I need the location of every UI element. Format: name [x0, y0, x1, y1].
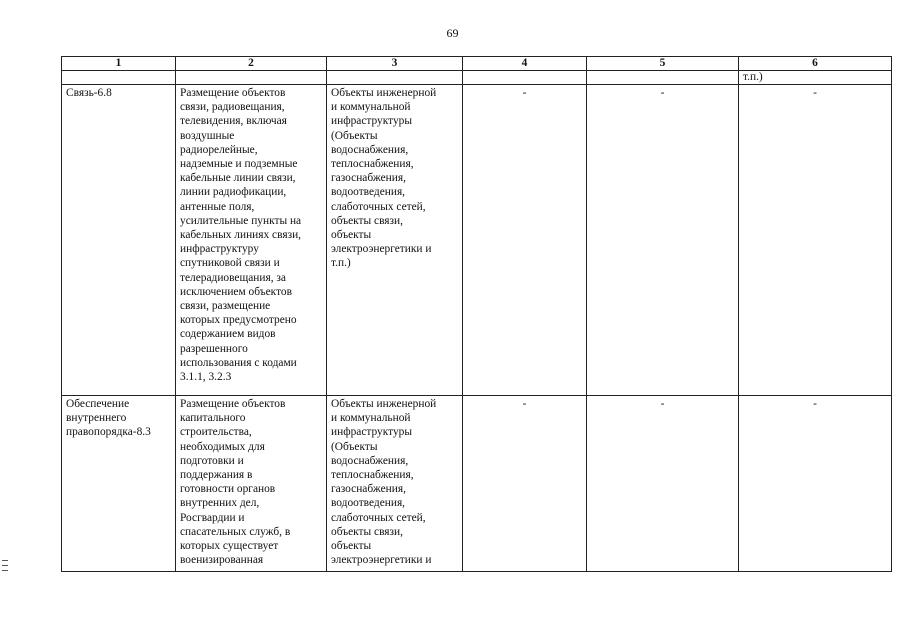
continuation-cell-5 — [587, 71, 739, 85]
header-cell-6: 6 — [739, 57, 892, 71]
header-cell-1: 1 — [62, 57, 176, 71]
dash-mark: - — [813, 398, 817, 410]
continuation-cell-2 — [176, 71, 327, 85]
auxiliary-use-cell — [327, 396, 463, 572]
margin-tick — [2, 570, 8, 571]
param-cell-6 — [739, 85, 892, 396]
header-cell-5: 5 — [587, 57, 739, 71]
regulations-table — [61, 56, 892, 572]
description-text: Размещение объектов связи, радиовещания, телевидения, включая воздушные радиорелейные, надземные и подземные кабельные линии связи, линии радиофикации, антенные поля, усилительные пункты на кабельных линиях связи, инфраструктуру спутниковой связи и телерадиовещания, за исключением объектов связи, размещение которых предусмотрено содержанием видов разрешенного использования с кодами 3.1.1, 3.2.3 — [180, 87, 302, 384]
description-text: Размещение объектов капитального строительства, необходимых для подготовки и поддержания в готовности органов внутренних дел, Росгвардии и спасательных служб, в которых существует военизированная — [180, 398, 291, 567]
description-cell — [176, 85, 327, 396]
dash-mark: - — [813, 87, 817, 99]
use-type-cell — [62, 396, 176, 572]
header-cell-4: 4 — [463, 57, 587, 71]
use-type-cell — [62, 85, 176, 396]
header-cell-3: 3 — [327, 57, 463, 71]
dash-mark: - — [660, 87, 665, 99]
table-row — [62, 396, 892, 572]
page-number: 69 — [446, 26, 459, 40]
dash-mark: - — [522, 87, 527, 99]
use-type-text: Связь-6.8 — [66, 87, 112, 99]
dash-mark: - — [660, 398, 665, 410]
auxiliary-use-text: Объекты инженерной и коммунальной инфраструктуры (Объекты водоснабжения, теплоснабжения, газоснабжения, водоотведения, слаботочных сетей, объекты связи, объекты электроэнергетики и — [331, 398, 437, 567]
header-cell-2: 2 — [176, 57, 327, 71]
dash-mark: - — [522, 398, 527, 410]
param-cell-5 — [587, 85, 739, 396]
description-cell — [176, 396, 327, 572]
continuation-cell-3 — [327, 71, 463, 85]
auxiliary-use-text: Объекты инженерной и коммунальной инфраструктуры (Объекты водоснабжения, теплоснабжения, газоснабжения, водоотведения, слаботочных сетей, объекты связи, объекты электроэнергетики и т.п.) — [331, 87, 437, 270]
scan-margin-marks — [2, 560, 8, 582]
param-cell-6 — [739, 396, 892, 572]
continuation-row — [62, 71, 892, 85]
param-cell-5 — [587, 396, 739, 572]
continuation-cell-4 — [463, 71, 587, 85]
margin-tick — [2, 565, 8, 566]
margin-tick — [2, 560, 8, 561]
param-cell-4 — [463, 396, 587, 572]
table-row — [62, 85, 892, 396]
auxiliary-use-cell — [327, 85, 463, 396]
use-type-text: Обеспечение внутреннего правопорядка-8.3 — [66, 398, 151, 439]
header-row — [62, 57, 892, 71]
param-cell-4 — [463, 85, 587, 396]
continuation-cell-1 — [62, 71, 176, 85]
continuation-cell-6: т.п.) — [739, 71, 892, 85]
